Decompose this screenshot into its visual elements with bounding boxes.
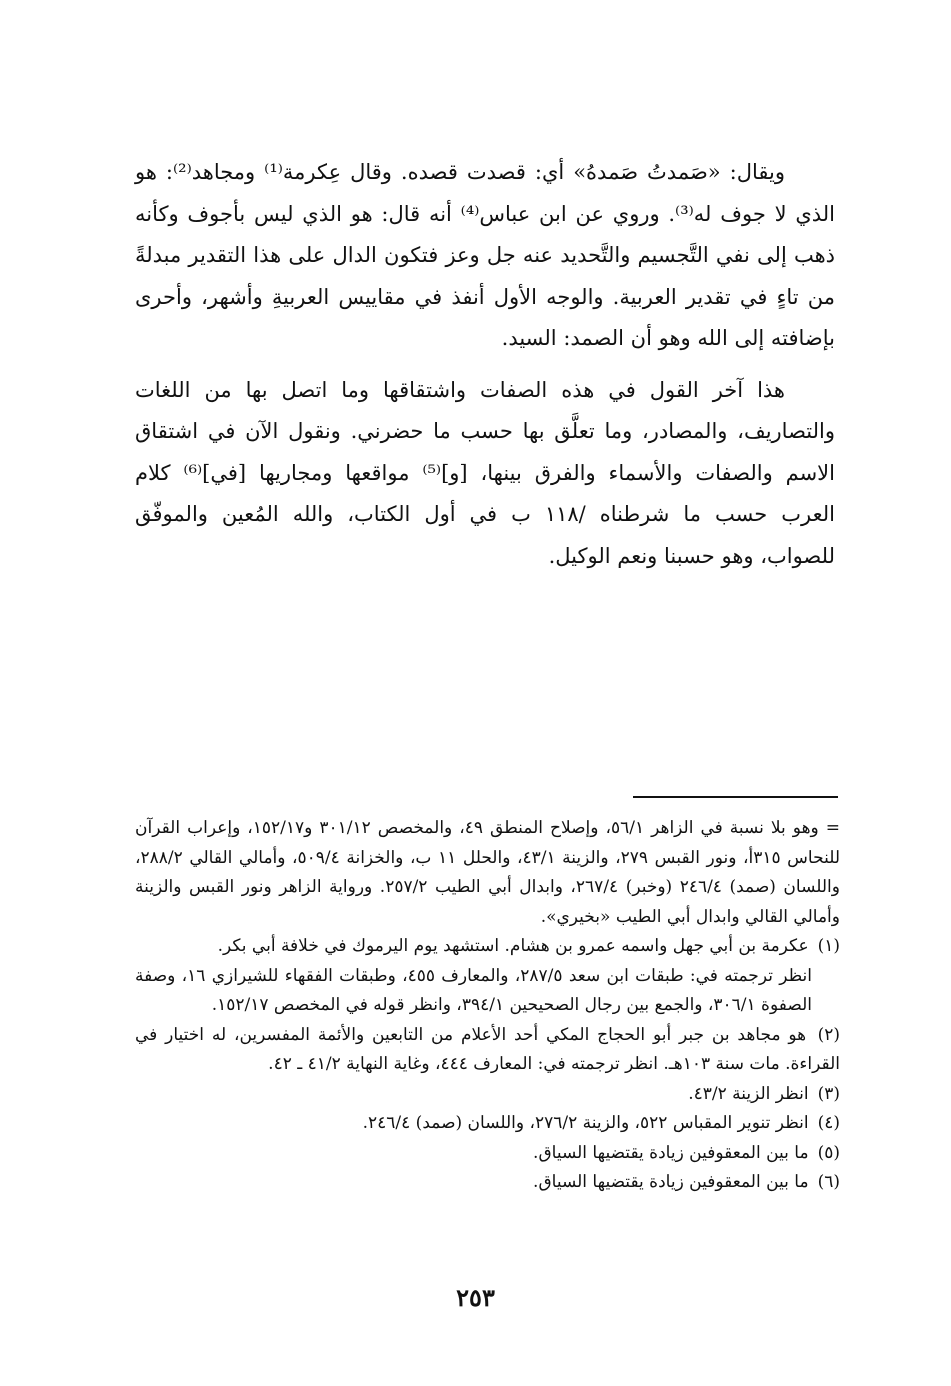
page-number: ٢٥٣ <box>456 1283 495 1312</box>
footnote-5-mark: (٥) <box>817 1142 840 1163</box>
footnotes <box>135 814 840 1198</box>
paragraph-1: ويقال: «صَمدتُ صَمدهُ» أي: قصدت قصده. وقال عِكرمة⁽¹⁾ ومجاهد⁽²⁾: هو الذي لا جوف له⁽³⁾. وروي عن ابن عباس⁽⁴⁾ أنه قال: هو الذي ليس بأجوف وكأنه ذهب إلى نفي التَّجسيم والتَّحديد عنه جل وعز فتكون الدال على هذا التقدير مبدلةً من تاءٍ في تقدير العربية. والوجه الأول أنفذ في مقاييس العربيةِ وأشهر، وأحرى بإضافته إلى الله وهو أن الصمد: السيد. <box>135 160 836 350</box>
footnote-2 <box>135 1021 840 1080</box>
footnote-5-text: ما بين المعقوفين زيادة يقتضيها السياق. <box>533 1142 809 1163</box>
footnote-2-mark: (٢) <box>817 1024 840 1045</box>
footnote-continuation: = وهو بلا نسبة في الزاهر ٥٦/١، وإصلاح المنطق ٤٩، والمخصص ٣٠١/١٢ و١٥٢/١٧، وإعراب القرآن للنحاس ٣١٥أ، ونور القبس ٢٧٩، والزينة ٤٣/١، والحلل ١١ ب، والخزانة ٥٠٩/٤، وأمالي القالي ٢٨٨/٢، واللسان (صمد) ٢٤٦/٤ (وخبر) ٢٦٧/٤، وابدال أبي الطيب ٢٥٧/٢. ورواية الزاهر ونور القبس والزينة وأمالي القالي وابدال أبي الطيب «بخيري». <box>135 818 841 927</box>
footnote-1 <box>135 932 840 962</box>
footnote-1-mark: (١) <box>817 936 840 956</box>
footnote-5 <box>135 1139 840 1169</box>
footnote-4-mark: (٤) <box>817 1113 840 1133</box>
footnote-1-text: عكرمة بن أبي جهل واسمه عمرو بن هشام. استشهد يوم اليرموك في خلافة أبي بكر. <box>217 936 809 956</box>
footnote-3 <box>135 1080 840 1110</box>
main-text <box>135 152 835 577</box>
footnote-3-mark: (٣) <box>817 1083 840 1104</box>
footnote-2-text: هو مجاهد بن جبر أبو الحجاج المكي أحد الأعلام من التابعين والأئمة المفسرين، له اختيار في القراءة. مات سنة ١٠٣هـ. انظر ترجمته في: المعارف ٤٤٤، وغاية النهاية ٤١/٢ ـ ٤٢. <box>135 1024 840 1074</box>
footnote-4-text: انظر تنوير المقباس ٥٢٢، والزينة ٢٧٦/٢، واللسان (صمد) ٢٤٦/٤. <box>362 1113 809 1133</box>
footnote-separator <box>633 796 838 798</box>
footnote-6-text: ما بين المعقوفين زيادة يقتضيها السياق. <box>533 1172 809 1192</box>
footnote-6 <box>135 1168 840 1198</box>
footnote-3-text: انظر الزينة ٤٣/٢. <box>688 1083 809 1104</box>
paragraph-2: هذا آخر القول في هذه الصفات واشتقاقها وما اتصل بها من اللغات والتصاريف، والمصادر، وما تعلَّق بها حسب ما حضرني. ونقول الآن في اشتقاق الاسم والصفات والأسماء والفرق بينها، [و]⁽⁵⁾ مواقعها ومجاريها [في]⁽⁶⁾ كلام العرب حسب ما شرطناه /١١٨ ب في أول الكتاب، والله المُعين والموفّق للصواب، وهو حسبنا ونعم الوكيل. <box>135 377 835 568</box>
footnote-1-sources: انظر ترجمته في: طبقات ابن سعد ٢٨٧/٥، والمعارف ٤٥٥، وطبقات الفقهاء للشيرازي ١٦، وصفة الصفوة ٣٠٦/١، والجمع بين رجال الصحيحين ٣٩٤/١، وانظر قوله في المخصص ١٥٢/١٧. <box>135 965 813 1015</box>
footnote-6-mark: (٦) <box>817 1172 840 1192</box>
footnote-4 <box>135 1109 840 1139</box>
